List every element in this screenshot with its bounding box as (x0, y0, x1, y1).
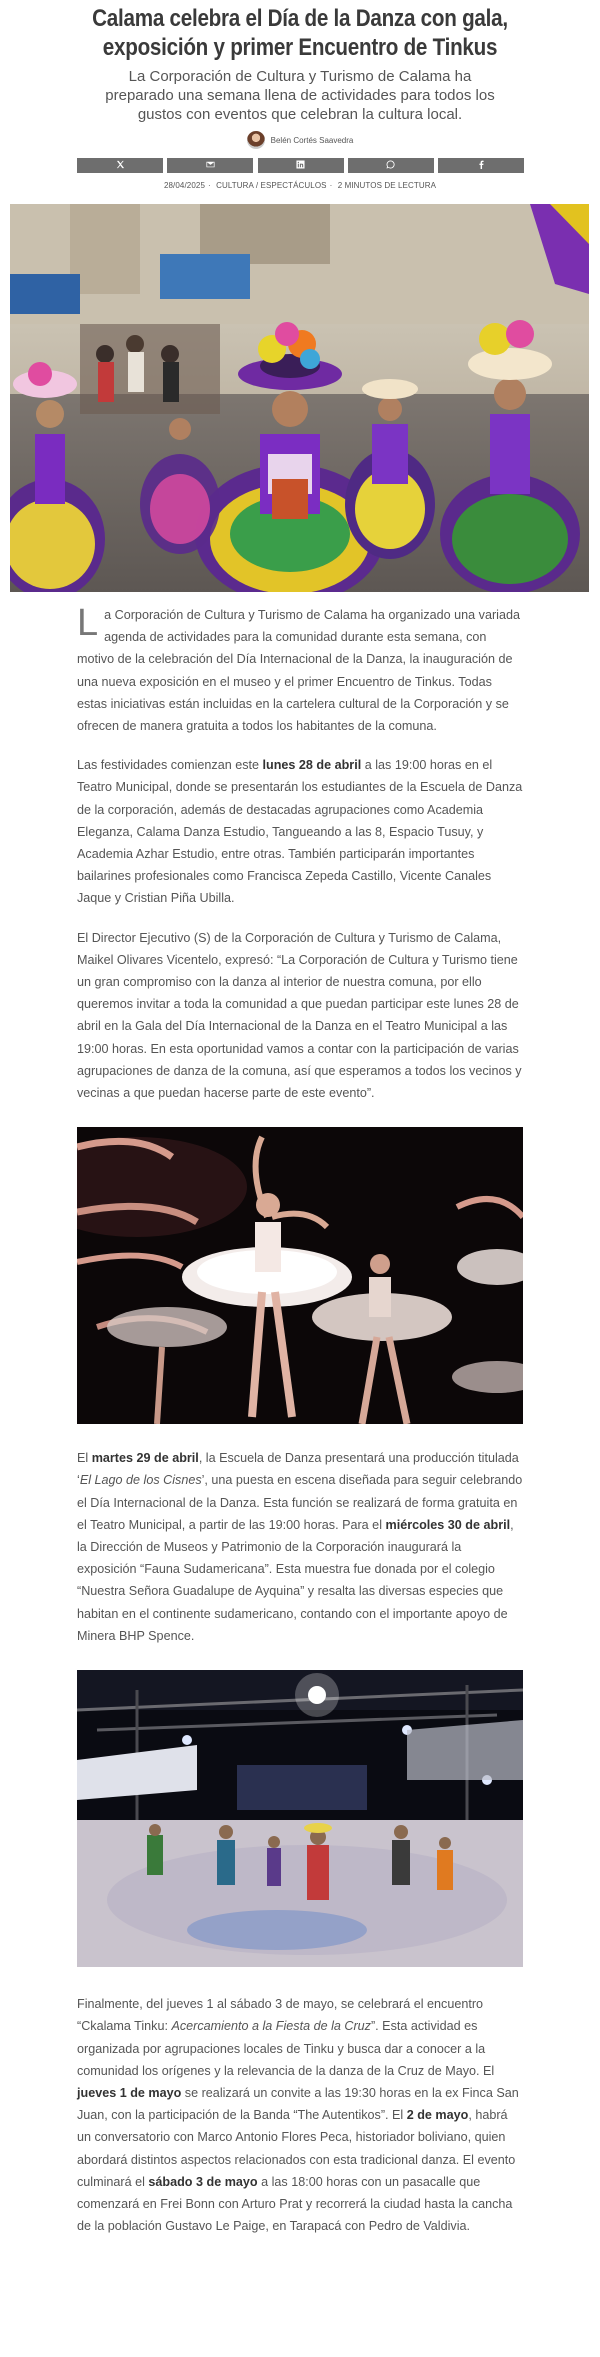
share-email-button[interactable] (167, 158, 253, 173)
article-title: Calama celebra el Día de la Danza con gala, exposición y primer Encuentro de Tinkus (92, 5, 508, 61)
article-category[interactable]: CULTURA / ESPECTÁCULOS (216, 181, 327, 190)
facebook-icon (477, 160, 486, 171)
p5-bold-date-3: sábado 3 de mayo (148, 2174, 258, 2189)
share-bar (77, 158, 524, 173)
p4-text-e: ’, una puesta en escena diseñada para seguir celebrando el Día Internacional de la Danza. Esta función se realizará de forma gratuita en el Teatro Municipal, a partir de las 19:00 horas. Para el (77, 1473, 523, 1532)
share-x-button[interactable] (77, 158, 163, 173)
p4-italic-title: El Lago de los Cisnes (79, 1473, 202, 1488)
p4-bold-date-1: martes 29 de abril (91, 1451, 199, 1466)
article-read-time: 2 MINUTOS DE LECTURA (337, 181, 437, 190)
article-body (77, 604, 523, 2237)
p5-text-e: se realizará un convite a las 19:30 horas en la ex Finca San Juan, con la participación de la Banda “The Autentikos”. El (77, 2085, 519, 2123)
x-icon (116, 160, 125, 171)
p5-bold-date-2: 2 de mayo (406, 2108, 469, 2123)
p5-text-a: Finalmente, del jueves 1 al sábado 3 de mayo, se celebrará el encuentro “Ckalama Tinku: (77, 1997, 484, 2034)
article-meta: 28/04/2025 · CULTURA / ESPECTÁCULOS · 2 MINUTOS DE LECTURA (163, 181, 437, 190)
p4-text-a: El (77, 1451, 92, 1466)
linkedin-icon (296, 160, 305, 171)
paragraph-2 (77, 754, 523, 909)
p2-text-a: Las festividades comienzan este (77, 758, 263, 773)
dropcap: L (77, 602, 99, 644)
p5-bold-date-1: jueves 1 de mayo (77, 2085, 182, 2100)
p2-bold-date: lunes 28 de abril (262, 758, 362, 773)
author-avatar[interactable] (247, 131, 265, 149)
p4-text-g: , la Dirección de Museos y Patrimonio de la Corporación inaugurará la exposición “Fauna Sudamericana”. Esta muestra fue donada por el colegio “Nuestra Señora Guadalupe de Ayquina” y resalta las diversas especies que habitan en el continente sudamericano, contando con el importante apoyo de Minera BHP Spence. (77, 1517, 514, 1643)
paragraph-4 (77, 1447, 523, 1647)
paragraph-5 (77, 1993, 523, 2237)
share-facebook-button[interactable] (438, 158, 524, 173)
article-subtitle: La Corporación de Cultura y Turismo de Calama ha preparado una semana llena de actividades para todos los gustos con eventos que celebran la cultura local. (105, 68, 495, 123)
tinku-stage-photo (77, 1670, 523, 1967)
hero-image-dancers (10, 204, 589, 592)
p5-italic-title: Acercamiento a la Fiesta de la Cruz (171, 2019, 371, 2034)
p4-text-c: , la Escuela de Danza presentará una producción titulada ‘ (77, 1451, 519, 1488)
p5-text-i: a las 18:00 horas con un pasacalle que comenzará en Frei Bonn con Arturo Prat y recorrerá la ciudad hasta la cancha de la población Gustavo Le Paige, en Tarapacá con Pedro de Valdivia. (77, 2174, 513, 2234)
p4-bold-date-2: miércoles 30 de abril (385, 1517, 511, 1532)
mail-icon (206, 160, 215, 171)
p5-text-c: ”. Esta actividad es organizada por agrupaciones locales de Tinku y busca dar a conocer a la comunidad los orígenes y la relevancia de la danza de la Cruz de Mayo. El (77, 2019, 495, 2078)
article-date: 28/04/2025 (163, 181, 205, 190)
paragraph-3: El Director Ejecutivo (S) de la Corporación de Cultura y Turismo de Calama, Maikel Olivares Vicentelo, expresó: “La Corporación de Cultura y Turismo tiene un gran compromiso con la danza al interior de nuestra comuna, por ello queremos invitar a toda la comunidad a que puedan participar este lunes 28 de abril en la Gala del Día Internacional de la Danza en el Teatro Municipal a las 19:00 horas. En esta oportunidad vamos a contar con la participación de varias agrupaciones de danza de la comuna, así que esperamos a todos los vecinos y vecinas a que puedan hacerse parte de este evento”. (77, 930, 522, 1101)
p5-text-g: , habrá un conversatorio con Marco Antonio Flores Peca, historiador boliviano, quien abordará distintos aspectos relacionados con esta tradicional danza. El evento culminará el (77, 2108, 516, 2189)
author-line (0, 130, 600, 150)
author-name[interactable]: Belén Cortés Saavedra (270, 135, 354, 145)
paragraph-1-text: a Corporación de Cultura y Turismo de Calama ha organizado una variada agenda de actividades para la comunidad durante esta semana, con motivo de la celebración del Día Internacional de la Danza, la inauguración de una nueva exposición en el museo y el primer Encuentro de Tinkus. Todas estas iniciativas están incluidas en la cartelera cultural de la Corporación y se ofrecen de manera gratuita a todos los habitantes de la comuna. (77, 608, 520, 734)
paragraph-1 (77, 604, 523, 737)
ballet-photo (77, 1127, 523, 1424)
share-linkedin-button[interactable] (258, 158, 344, 173)
whatsapp-icon (386, 160, 395, 171)
share-whatsapp-button[interactable] (348, 158, 434, 173)
p2-text-c: a las 19:00 horas en el Teatro Municipal, donde se presentarán los estudiantes de la Escuela de Danza de la corporación, además de destacadas agrupaciones como Academia Eleganza, Calama Danza Estudio, Tangueando a las 8, Espacio Tusuy, y Academia Azhar Estudio, entre otras. También participarán importantes bailarines profesionales como Francisca Zepeda Castillo, Vicente Canales Jaque y Cristian Piña Ubilla. (77, 758, 523, 906)
